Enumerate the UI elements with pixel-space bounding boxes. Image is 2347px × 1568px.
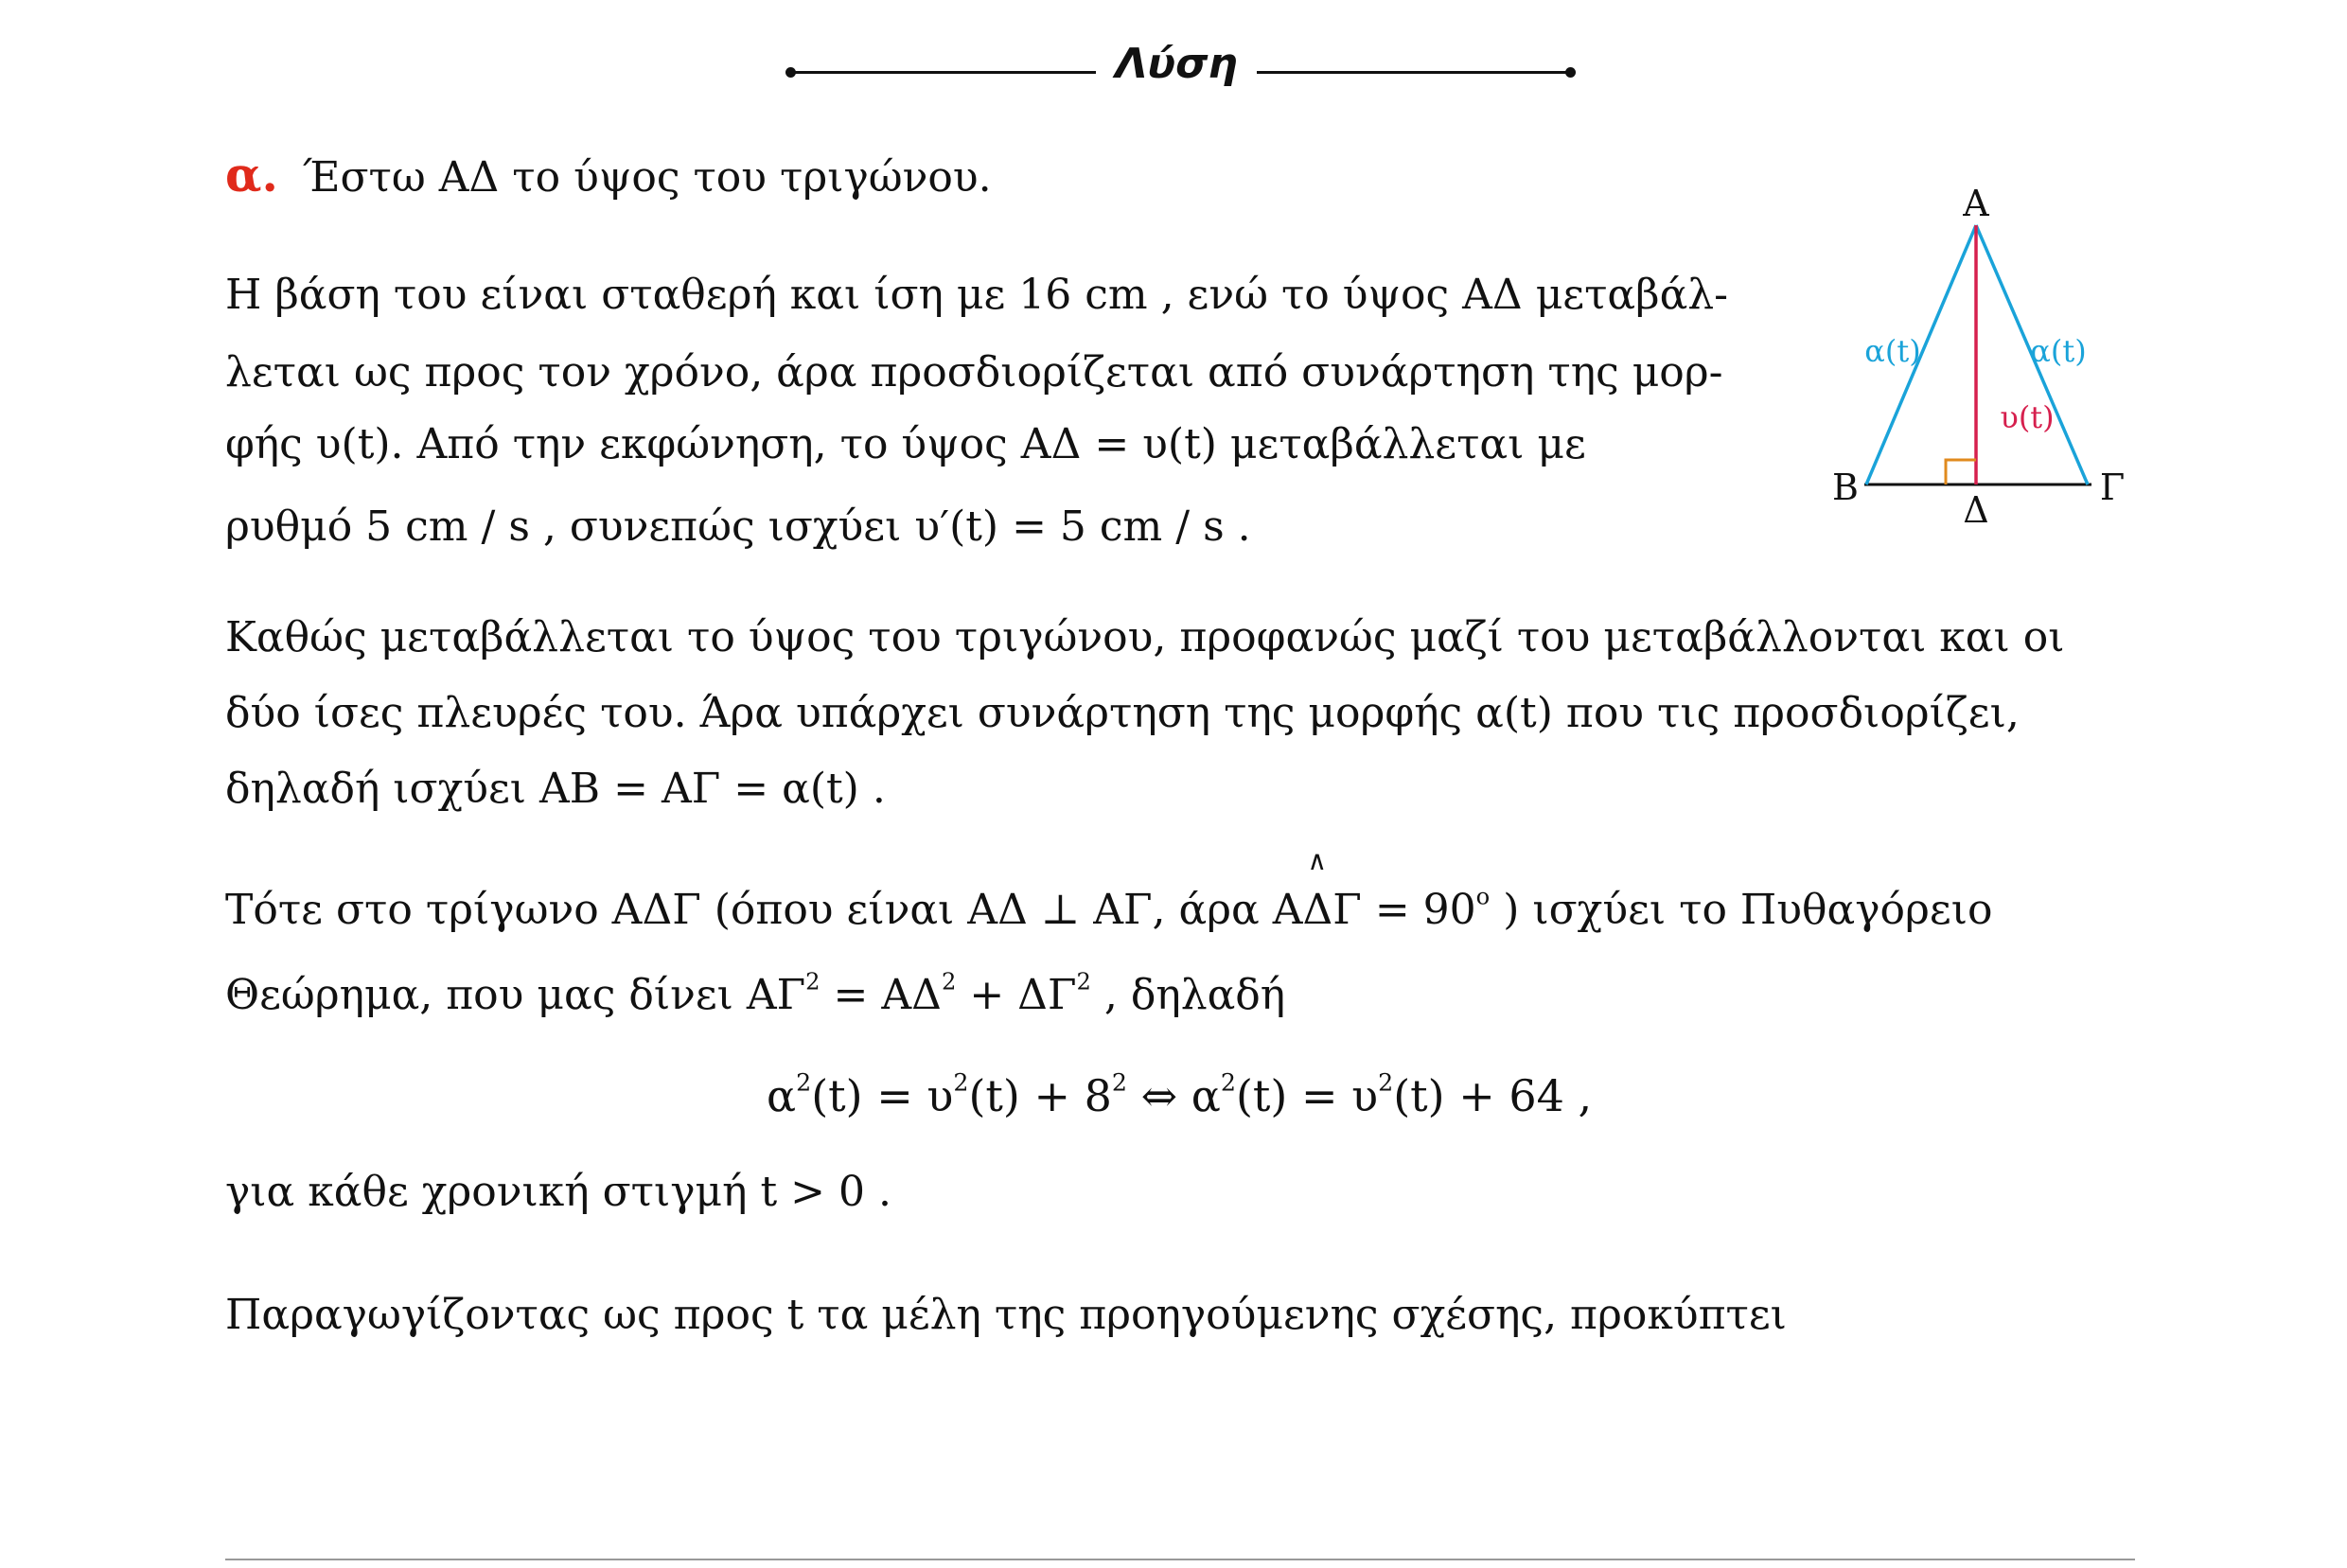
display-equation	[767, 1068, 1593, 1121]
triangle-figure	[1817, 180, 2139, 539]
exponent: 2	[805, 968, 821, 995]
foot-D-label: Δ	[1963, 489, 1989, 531]
exponent: 2	[1076, 968, 1091, 995]
exponent: 2	[796, 1068, 812, 1097]
p2-line-3: δηλαδή ισχύει ΑΒ = ΑΓ = α(t) .	[225, 765, 886, 813]
intro-text: Έστω ΑΔ το ύψος του τριγώνου.	[302, 153, 992, 202]
p1-line-4: ρυθμό 5 cm / s , συνεπώς ισχύει υ′(t) = 5 cm / s .	[225, 502, 1251, 551]
pyth-text-1: Θεώρημα, που μας δίνει ΑΓ	[225, 971, 806, 1019]
eq-part: ⇔ α	[1126, 1070, 1221, 1121]
eq-part: (t) + 8	[968, 1070, 1112, 1121]
footer-rule	[225, 1559, 2135, 1560]
exponent: 2	[1220, 1068, 1236, 1097]
eq-part: (t) + 64 ,	[1393, 1070, 1593, 1121]
angle-symbol	[1272, 845, 1362, 934]
exponent: 2	[1378, 1068, 1394, 1097]
angle-hat: ∧	[1307, 845, 1328, 876]
intro-line	[225, 147, 992, 203]
pyth-text-4: , δηλαδή	[1090, 971, 1286, 1019]
header-rule-right	[1257, 71, 1569, 74]
eq-part: α	[767, 1070, 797, 1121]
exponent: 2	[941, 968, 957, 995]
eq-part: (t) = υ	[811, 1070, 954, 1121]
p2-line-1: Καθώς μεταβάλλεται το ύψος του τριγώνου, προφανώς μαζί του μεταβάλλονται και οι	[225, 613, 2065, 661]
degree-mark: ο	[1475, 883, 1491, 910]
header-dot-right	[1565, 67, 1576, 78]
vertex-G-label: Γ	[2099, 467, 2126, 508]
p3-line-2	[225, 968, 1286, 1019]
right-angle-marker	[1946, 460, 1976, 484]
height-label: υ(t)	[2000, 399, 2055, 435]
pyth-text-2: = ΑΔ	[820, 971, 942, 1019]
p1-line-2: λεται ως προς τον χρόνο, άρα προσδιορίζεται από συνάρτηση της μορ-	[225, 348, 1723, 396]
exponent: 2	[953, 1068, 969, 1097]
p4-line: για κάθε χρονική στιγμή t > 0 .	[225, 1168, 891, 1216]
pyth-text-3: + ΔΓ	[956, 971, 1077, 1019]
p3-line-1	[225, 845, 1993, 934]
side-AG-label: α(t)	[2030, 333, 2087, 369]
exponent: 2	[1111, 1068, 1127, 1097]
p5-line: Παραγωγίζοντας ως προς t τα μέλη της προηγούμενης σχέσης, προκύπτει	[225, 1291, 1787, 1339]
p1-line-3: φής υ(t). Από την εκφώνηση, το ύψος ΑΔ = υ(t) μεταβάλλεται με	[225, 420, 1586, 468]
triangle-svg	[1817, 180, 2139, 539]
p3-text-after: ) ισχύει το Πυθαγόρειο	[1490, 886, 1993, 934]
eq-part: (t) = υ	[1235, 1070, 1379, 1121]
header-title: Λύση	[1115, 40, 1238, 88]
p3-text-before: Τότε στο τρίγωνο ΑΔΓ (όπου είναι ΑΔ ⊥ ΑΓ, άρα	[225, 886, 1273, 934]
vertex-B-label: Β	[1832, 467, 1859, 508]
p1-line-1: Η βάση του είναι σταθερή και ίση με 16 cm , ενώ το ύψος ΑΔ μεταβάλ-	[225, 271, 1729, 319]
section-header	[784, 40, 1579, 97]
vertex-A-label: Α	[1963, 183, 1989, 224]
part-label: α.	[225, 147, 278, 203]
side-AB-label: α(t)	[1864, 333, 1921, 369]
angle-name: ΑΔΓ	[1272, 886, 1362, 934]
angle-value: = 90	[1361, 886, 1476, 934]
header-rule-left	[793, 71, 1096, 74]
p2-line-2: δύο ίσες πλευρές του. Άρα υπάρχει συνάρτηση της μορφής α(t) που τις προσδιορίζει,	[225, 689, 2020, 737]
